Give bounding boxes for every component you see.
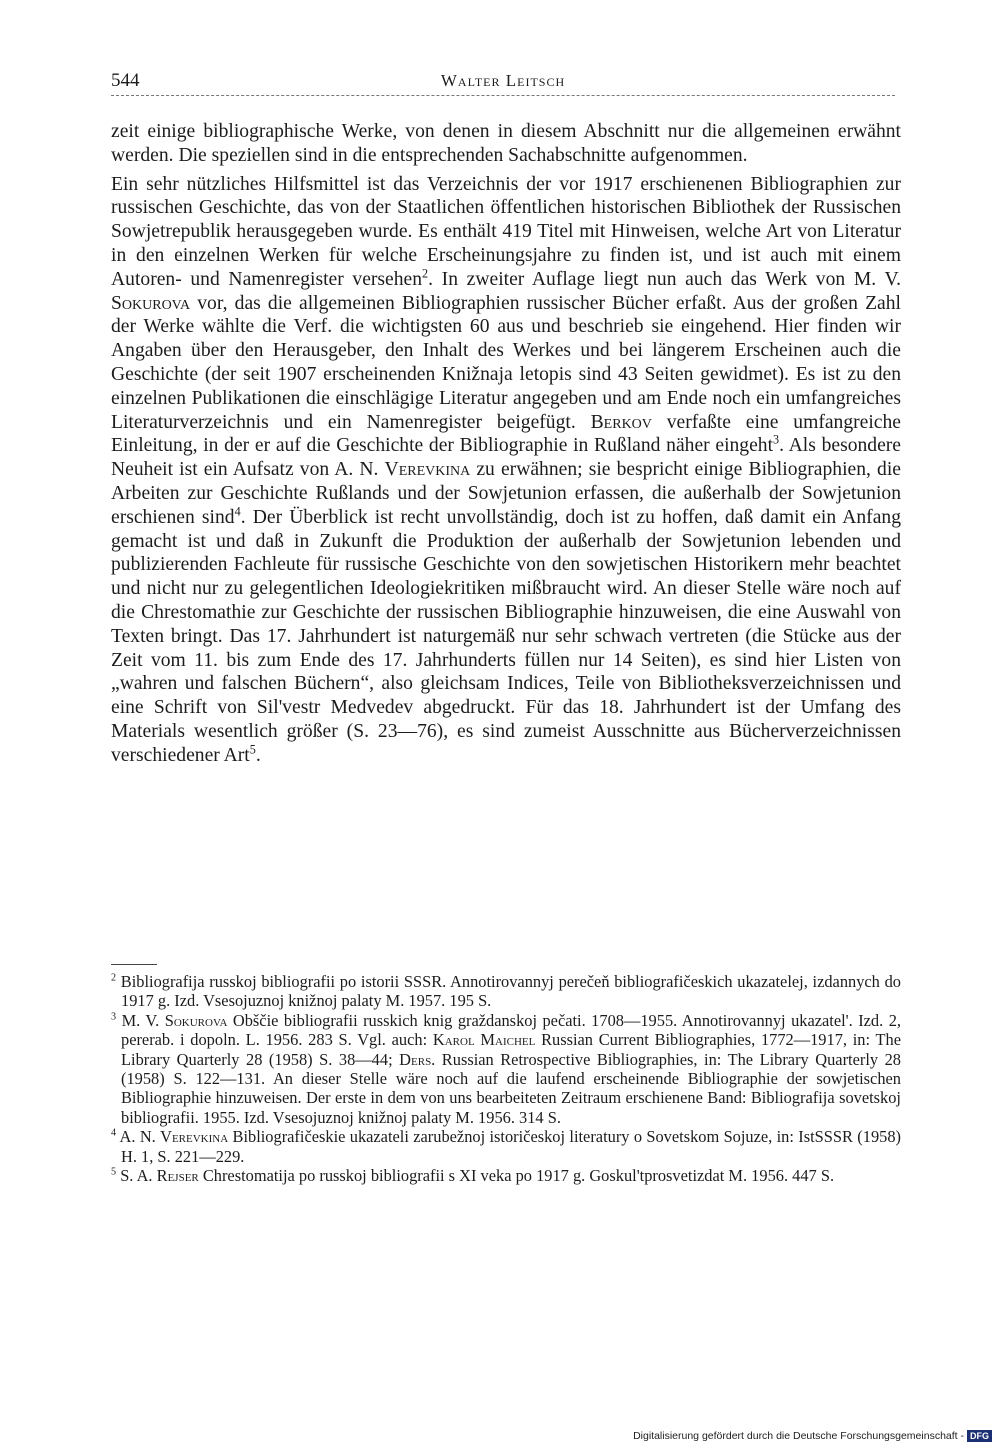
text-run: . Als besondere Neuheit ist ein Aufsatz von A. N. (111, 435, 901, 481)
page-header (111, 70, 895, 96)
dfg-logo: DFG (967, 1430, 992, 1442)
digitization-footer (633, 1430, 992, 1442)
footnote-text: Chrestomatija po russkoj bibliografii s XI veka po 1917 g. Goskul'tprosvetizdat M. 1956. 447 S. (198, 1166, 835, 1186)
paragraph-continuation: zeit einige bibliographische Werke, von denen in diesem Abschnitt nur die allgemeinen erwähnt werden. Die speziellen sind in die entsprechenden Sachabschnitte aufgenommen. (111, 121, 901, 166)
running-head: Walter Leitsch (440, 71, 566, 90)
text-run: zu erwähnen; sie bespricht einige Bibliographien, die Arbeiten zur Geschichte Rußlands und der Sowjetunion erfassen, die außerhalb der Sowjetunion erschienen sind (111, 459, 901, 528)
footnote-ref-3[interactable]: 3 (773, 432, 780, 447)
footnotes (111, 972, 901, 1185)
footnote-4 (111, 1127, 901, 1166)
header-rule (111, 95, 895, 96)
text-run: vor, das die allgemeinen Bibliographien russischer Bücher erfaßt. Aus der großen Zahl der Werke wählte die Verf. die wichtigsten 60 aus und beschrieb sie eingehend. Hier finden wir Angaben über den Herausgeber, den Inhalt des Werkes und bei längerem Erscheinen auch die Geschichte (der seit 1907 erscheinenden Knižnaja letopis sind 43 Seiten gewidmet). Es ist zu den einzelnen Publikationen die einschlägige Literatur angegeben und am Ende noch ein umfangreiches Literaturverzeichnis und ein Namenregister beigefügt. (111, 292, 901, 433)
footnote-ref-2[interactable]: 2 (422, 266, 429, 281)
footnote-text: M. V. (121, 1010, 165, 1030)
footnote-number: 5 (111, 1166, 117, 1178)
footnote-text: Russian Retrospective Bibliographies, in: The Library Quarterly 28 (1958) S. 122—131. An dieser Stelle wäre noch auf die laufend erscheinende Bibliographie der sowjetischen Bibliographie hinzuweisen. Der erste in dem von uns bearbeiteten Zeitraum erschienene Band: Bibliografija sovetskoj bibliografii. 1955. Izd. Vsesojuznoj knižnoj palaty M. 1956. 314 S. (121, 1049, 901, 1127)
author-name: Karol Maichel (432, 1030, 536, 1050)
author-name: Sokurova (164, 1010, 228, 1030)
text-run: Ein sehr nützliches Hilfsmittel ist das Verzeichnis der vor 1917 erschienenen Bibliographien zur russischen Geschichte, das von der Staatlichen öffentlichen historischen Bibliothek der Russischen Sowjetrepublik herausgegeben wurde. Es enthält 419 Titel mit Hinweisen, welche Art von Literatur in den einzelnen Werken für welche Erscheinungsjahre zu finden ist, und ist auch mit einem Autoren- und Namenregister versehen (111, 173, 901, 290)
footnote-2 (111, 972, 901, 1011)
author-name: Verevkina (384, 459, 471, 481)
footnote-text: S. A. (120, 1166, 157, 1186)
page-number: 544 (111, 70, 140, 91)
author-name: Sokurova (111, 292, 191, 314)
text-run: verfaßte eine umfangreiche Einleitung, in der er auf die Geschichte der Bibliographie in Rußland näher eingeht (111, 411, 901, 457)
footnote-text: Russian Current Bibliographies, 1772—1917, in: The Library Quarterly 28 (1958) S. 38—44; (121, 1030, 901, 1069)
main-text (111, 120, 901, 768)
footnote-text: Bibliografija russkoj bibliografii po istorii SSSR. Annotirovannyj perečeň bibliografičeskich ukazatelej, izdannych do 1917 g. Izd. Vsesojuznoj knižnoj palaty M. 1957. 195 S. (120, 972, 901, 1011)
paragraph-bibliographies (111, 173, 901, 768)
footnote-text: A. N. (119, 1127, 161, 1147)
footnote-5 (111, 1166, 901, 1185)
author-name: Ders. (399, 1049, 436, 1069)
footnote-ref-4[interactable]: 4 (234, 504, 241, 519)
footnote-3 (111, 1011, 901, 1127)
footnote-number: 3 (111, 1011, 117, 1023)
footnote-separator (111, 964, 157, 965)
author-name: Verevkina (160, 1127, 229, 1147)
text-run: . In zweiter Auflage liegt nun auch das Werk von M. V. (428, 268, 901, 290)
text-run: . (255, 744, 261, 766)
footnote-number: 2 (111, 972, 117, 984)
footnote-text: Bibliografičeskie ukazateli zarubežnoj istoričeskoj literatury o Sovetskom Sojuze, in: IstSSSR (1958) H. 1, S. 221—229. (121, 1127, 901, 1166)
author-name: Berkov (590, 411, 652, 433)
footer-text: Digitalisierung gefördert durch die Deutsche Forschungsgemeinschaft - (633, 1430, 964, 1442)
footnote-number: 4 (111, 1127, 117, 1139)
footnote-ref-5[interactable]: 5 (249, 742, 256, 757)
author-name: Rejser (156, 1166, 199, 1186)
footnote-text: Obščie bibliografii russkich knig graždanskoj pečati. 1708—1955. Annotirovannyj ukazatel'. Izd. 2, pererab. i dopoln. L. 1956. 283 S. Vgl. auch: (121, 1010, 901, 1050)
text-run: . Der Überblick ist recht unvollständig, doch ist zu hoffen, daß damit ein Anfang gemacht ist und daß in Zukunft die Produktion der außerhalb der Sowjetunion lebenden und publizierenden Fachleute für russische Geschichte von den sowjetischen Historikern mehr beachtet und nicht nur zu gelegentlichen Ideologiekritiken mißbraucht wird. An dieser Stelle wäre noch auf die Chrestomathie zur Geschichte der russischen Bibliographie hinzuweisen, die eine Auswahl von Texten bringt. Das 17. Jahrhundert ist naturgemäß nur sehr schwach vertreten (die Stücke aus der Zeit vom 11. bis zum Ende des 17. Jahrhunderts füllen nur 14 Seiten), es sind hier Listen von „wahren und falschen Büchern“, also gleichsam Indices, Teile von Bibliotheksverzeichnissen und eine Schrift von Sil'vestr Medvedev abgedruckt. Für das 18. Jahrhundert ist der Umfang des Materials wesentlich größer (S. 23—76), es sind zumeist Ausschnitte aus Bücherverzeichnissen verschiedener Art (111, 506, 901, 766)
